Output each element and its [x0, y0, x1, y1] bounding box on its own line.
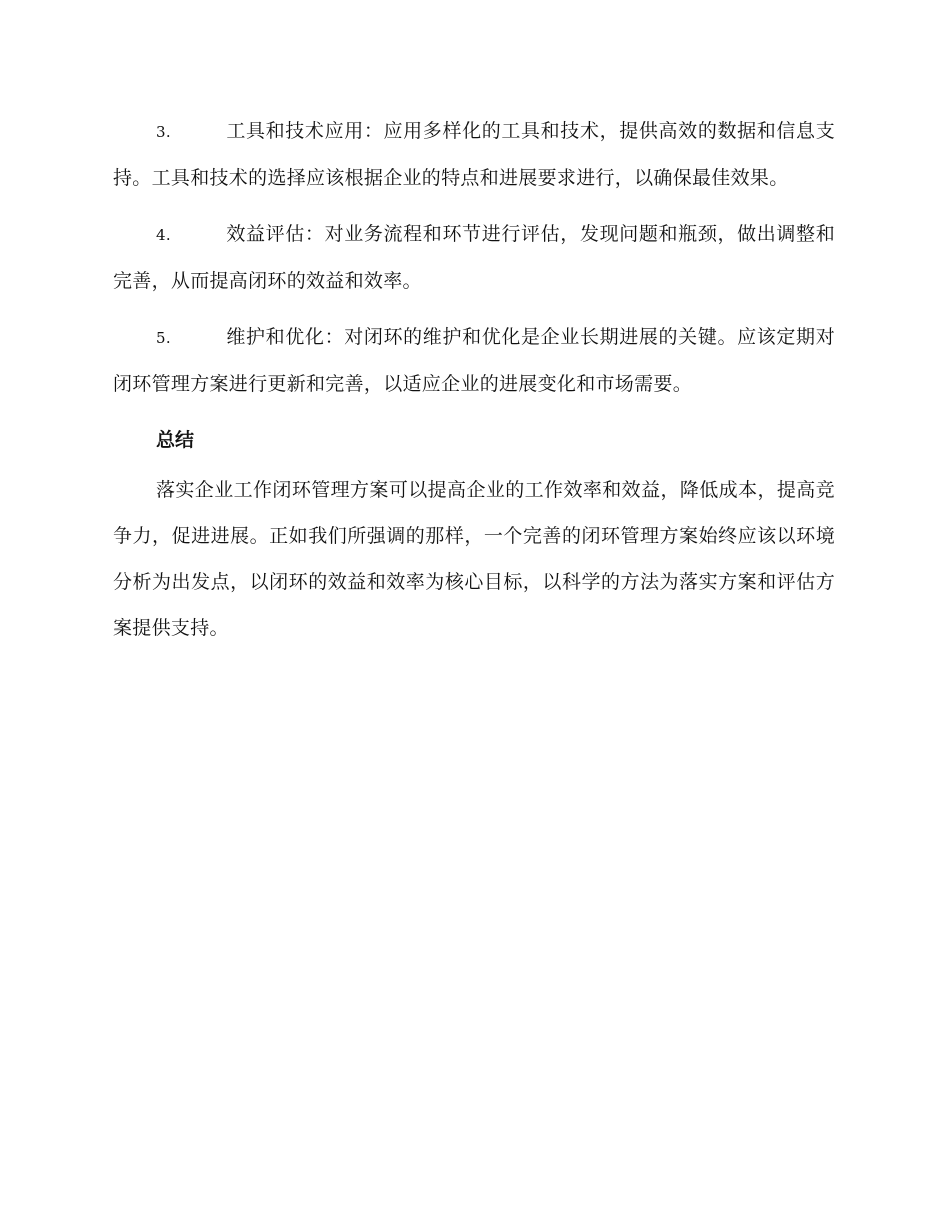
list-item-text: 工具和技术应用：应用多样化的工具和技术，提供高效的数据和信息支持。工具和技术的选择应该根据企业的特点和进展要求进行，以确保最佳效果。 [113, 120, 835, 189]
list-item-3 [113, 108, 835, 201]
list-item-number: 3. [156, 123, 171, 141]
summary-heading: 总结 [156, 429, 195, 451]
document-content [113, 108, 835, 651]
list-item-text: 效益评估：对业务流程和环节进行评估，发现问题和瓶颈，做出调整和完善，从而提高闭环的效益和效率。 [113, 223, 835, 292]
list-item-5 [113, 314, 835, 407]
list-item-number: 5. [156, 329, 171, 347]
list-item-text: 维护和优化：对闭环的维护和优化是企业长期进展的关键。应该定期对闭环管理方案进行更新和完善，以适应企业的进展变化和市场需要。 [113, 326, 835, 395]
list-item-number: 4. [156, 226, 171, 244]
summary-paragraph: 落实企业工作闭环管理方案可以提高企业的工作效率和效益，降低成本，提高竞争力，促进进展。正如我们所强调的那样，一个完善的闭环管理方案始终应该以环境分析为出发点，以闭环的效益和效率为核心目标，以科学的方法为落实方案和评估方案提供支持。 [113, 479, 835, 639]
list-item-4 [113, 211, 835, 304]
